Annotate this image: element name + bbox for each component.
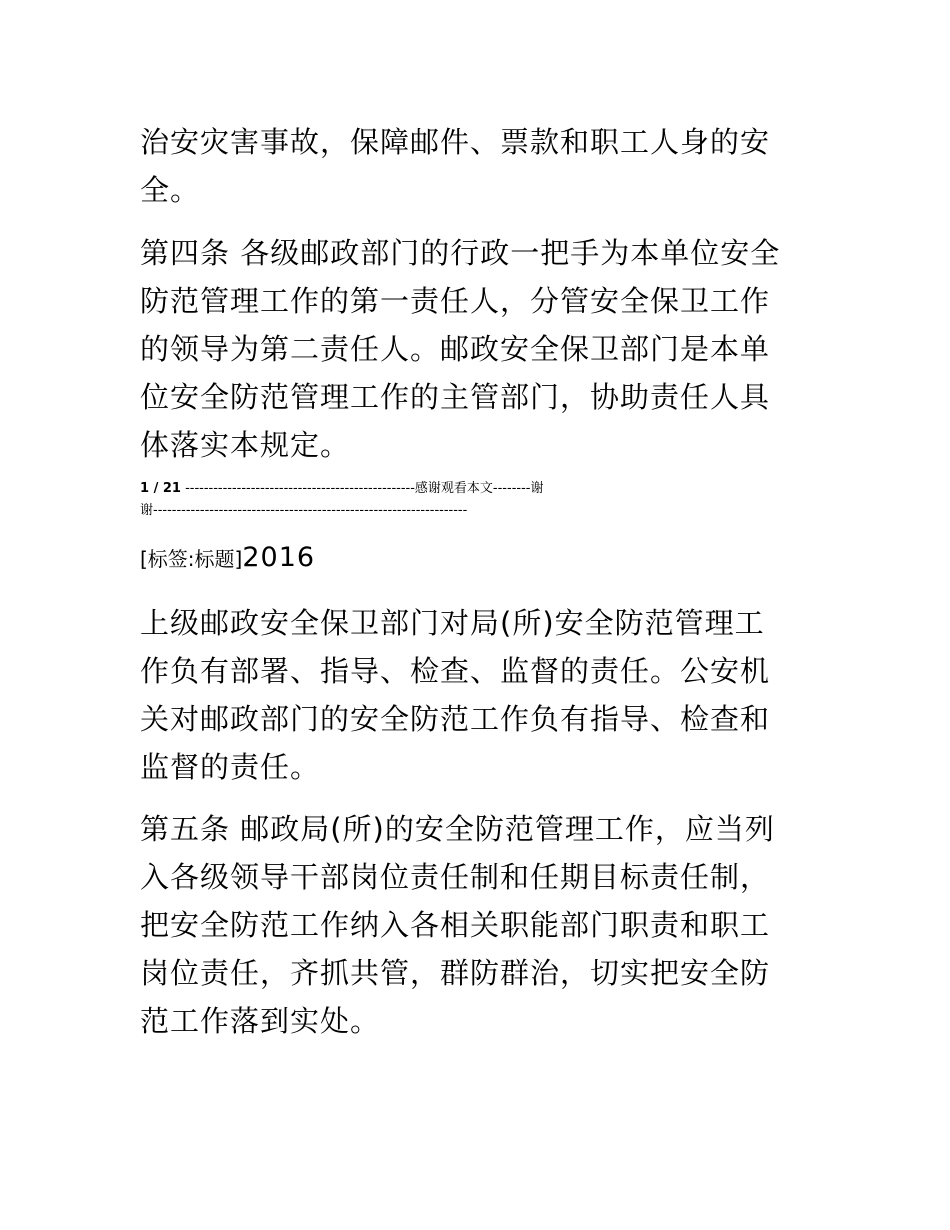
paragraph-article-5: 第五条 邮政局(所)的安全防范管理工作，应当列 入各级领导干部岗位责任制和任期目标责任制， 把安全防范工作纳入各相关职能部门职责和职工 岗位责任，齐抓共管，群防群治，切实把安全防 范工作落到实处。 (140, 812, 775, 1038)
footer-thanks-text: -------------------------------------------------感谢观看本文--------谢 (180, 481, 544, 496)
page-header-tag (140, 540, 315, 577)
tag-year: 2016 (242, 542, 316, 573)
tag-label: [标签:标题] (140, 547, 243, 571)
paragraph-supervision: 上级邮政安全保卫部门对局(所)安全防范管理工 作负有部署、指导、检查、监督的责任。公安机 关对邮政部门的安全防范工作负有指导、检查和 监督的责任。 (140, 606, 771, 784)
footer-line-2: 谢------------------------------------------------------------------- (140, 503, 468, 518)
page-footer (140, 478, 830, 522)
paragraph-continuation: 治安灾害事故，保障邮件、票款和职工人身的安 全。 (140, 125, 771, 207)
page-number: 1 / 21 (140, 481, 181, 496)
footer-line-1 (140, 478, 830, 500)
paragraph-article-4: 第四条 各级邮政部门的行政一把手为本单位安全 防范管理工作的第一责任人，分管安全保卫工作 的领导为第二责任人。邮政安全保卫部门是本单 位安全防范管理工作的主管部门，协助责任人具 体落实本规定。 (140, 236, 781, 462)
